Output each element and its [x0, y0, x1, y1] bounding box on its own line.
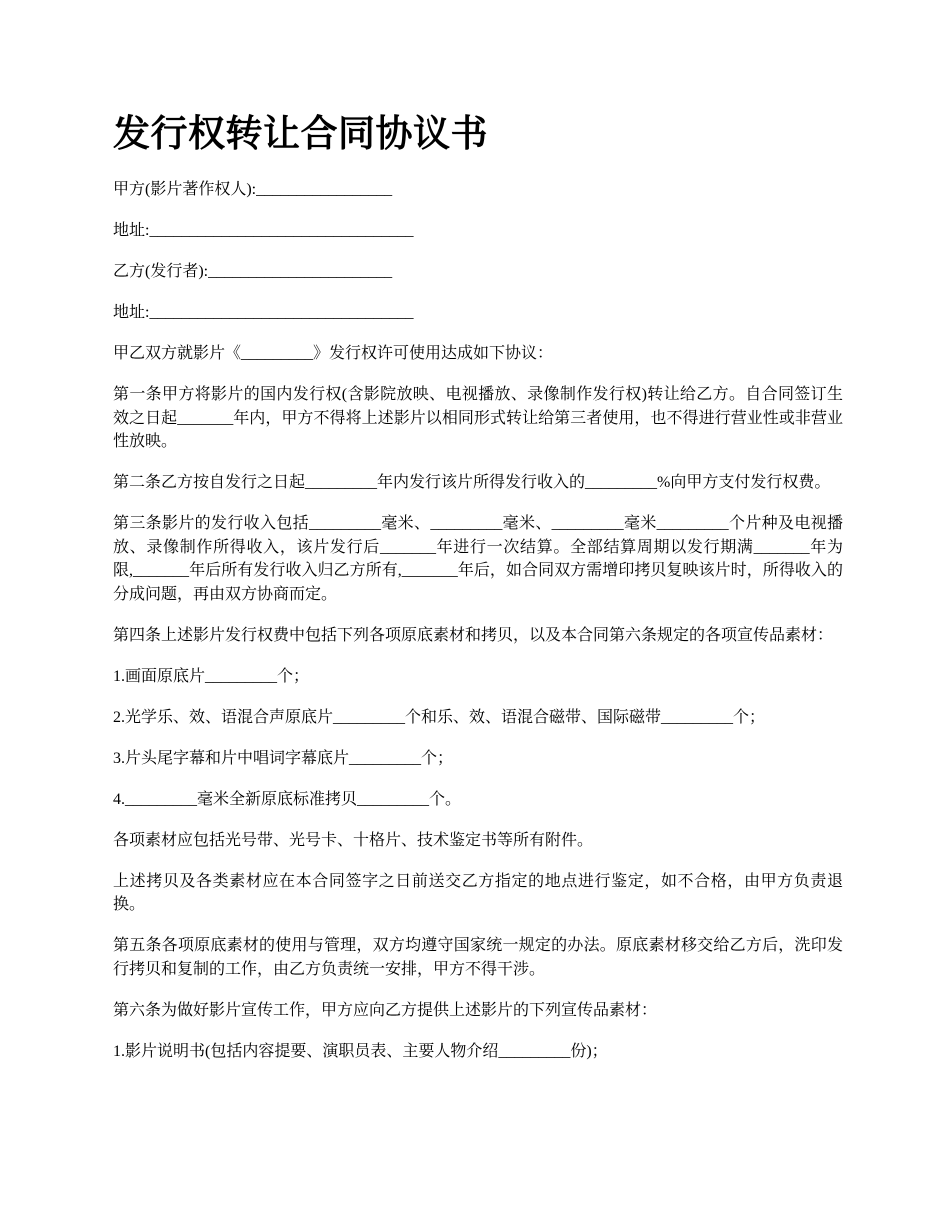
- materials-attachments-paragraph: 各项素材应包括光号带、光号卡、十格片、技术鉴定书等所有附件。: [113, 831, 594, 849]
- article-4-item-2: 2.光学乐、效、语混合声原底片_________个和乐、效、语混合磁带、国际磁带_________个；: [113, 708, 766, 726]
- article-4-item-3: 3.片头尾字幕和片中唱词字幕底片_________个；: [113, 749, 454, 767]
- document-title: 发行权转让合同协议书: [113, 114, 488, 155]
- article-2-paragraph: 第二条乙方按自发行之日起_________年内发行该片所得发行收入的_________%向甲方支付发行权费。: [113, 474, 831, 492]
- inspection-paragraph: 上述拷贝及各类素材应在本合同签字之日前送交乙方指定的地点进行鉴定，如不合格，由甲方负责退换。: [113, 872, 843, 914]
- article-4-item-1: 1.画面原底片_________个；: [113, 667, 310, 685]
- article-3-paragraph: 第三条影片的发行收入包括_________毫米、_________毫米、_________毫米_________个片种及电视播放、录像制作所得收入，该片发行后_______年进行一次结算。全部结算周期以发行期满_______年为限,_______年后所有发行收入归乙方所有,_______年后，如合同双方需增印拷贝复映该片时，所得收入的分成问题，再由双方协商而定。: [113, 515, 843, 603]
- party-b-line: 乙方(发行者):_______________________: [113, 262, 393, 280]
- article-6-paragraph: 第六条为做好影片宣传工作，甲方应向乙方提供上述影片的下列宣传品素材：: [113, 1001, 658, 1019]
- article-4-item-4: 4._________毫米全新原底标准拷贝_________个。: [113, 790, 462, 808]
- article-1-paragraph: 第一条甲方将影片的国内发行权(含影院放映、电视播放、录像制作发行权)转让给乙方。自合同签订生效之日起_______年内，甲方不得将上述影片以相同形式转让给第三者使用，也不得进行营业性或非营业性放映。: [113, 385, 843, 451]
- document-body: [113, 178, 843, 1081]
- article-6-item-1: 1.影片说明书(包括内容提要、演职员表、主要人物介绍_________份)；: [113, 1042, 608, 1060]
- party-a-line: 甲方(影片著作权人):_________________: [113, 181, 393, 198]
- preamble-paragraph: 甲乙双方就影片《_________》发行权许可使用达成如下协议：: [113, 344, 554, 362]
- party-a-address-line: 地址:_________________________________: [113, 221, 414, 239]
- article-4-paragraph: 第四条上述影片发行权费中包括下列各项原底素材和拷贝，以及本合同第六条规定的各项宣传品素材：: [113, 626, 834, 644]
- party-b-address-line: 地址:_________________________________: [113, 303, 414, 321]
- article-5-paragraph: 第五条各项原底素材的使用与管理，双方均遵守国家统一规定的办法。原底素材移交给乙方后，洗印发行拷贝和复制的工作，由乙方负责统一安排，甲方不得干涉。: [113, 937, 843, 978]
